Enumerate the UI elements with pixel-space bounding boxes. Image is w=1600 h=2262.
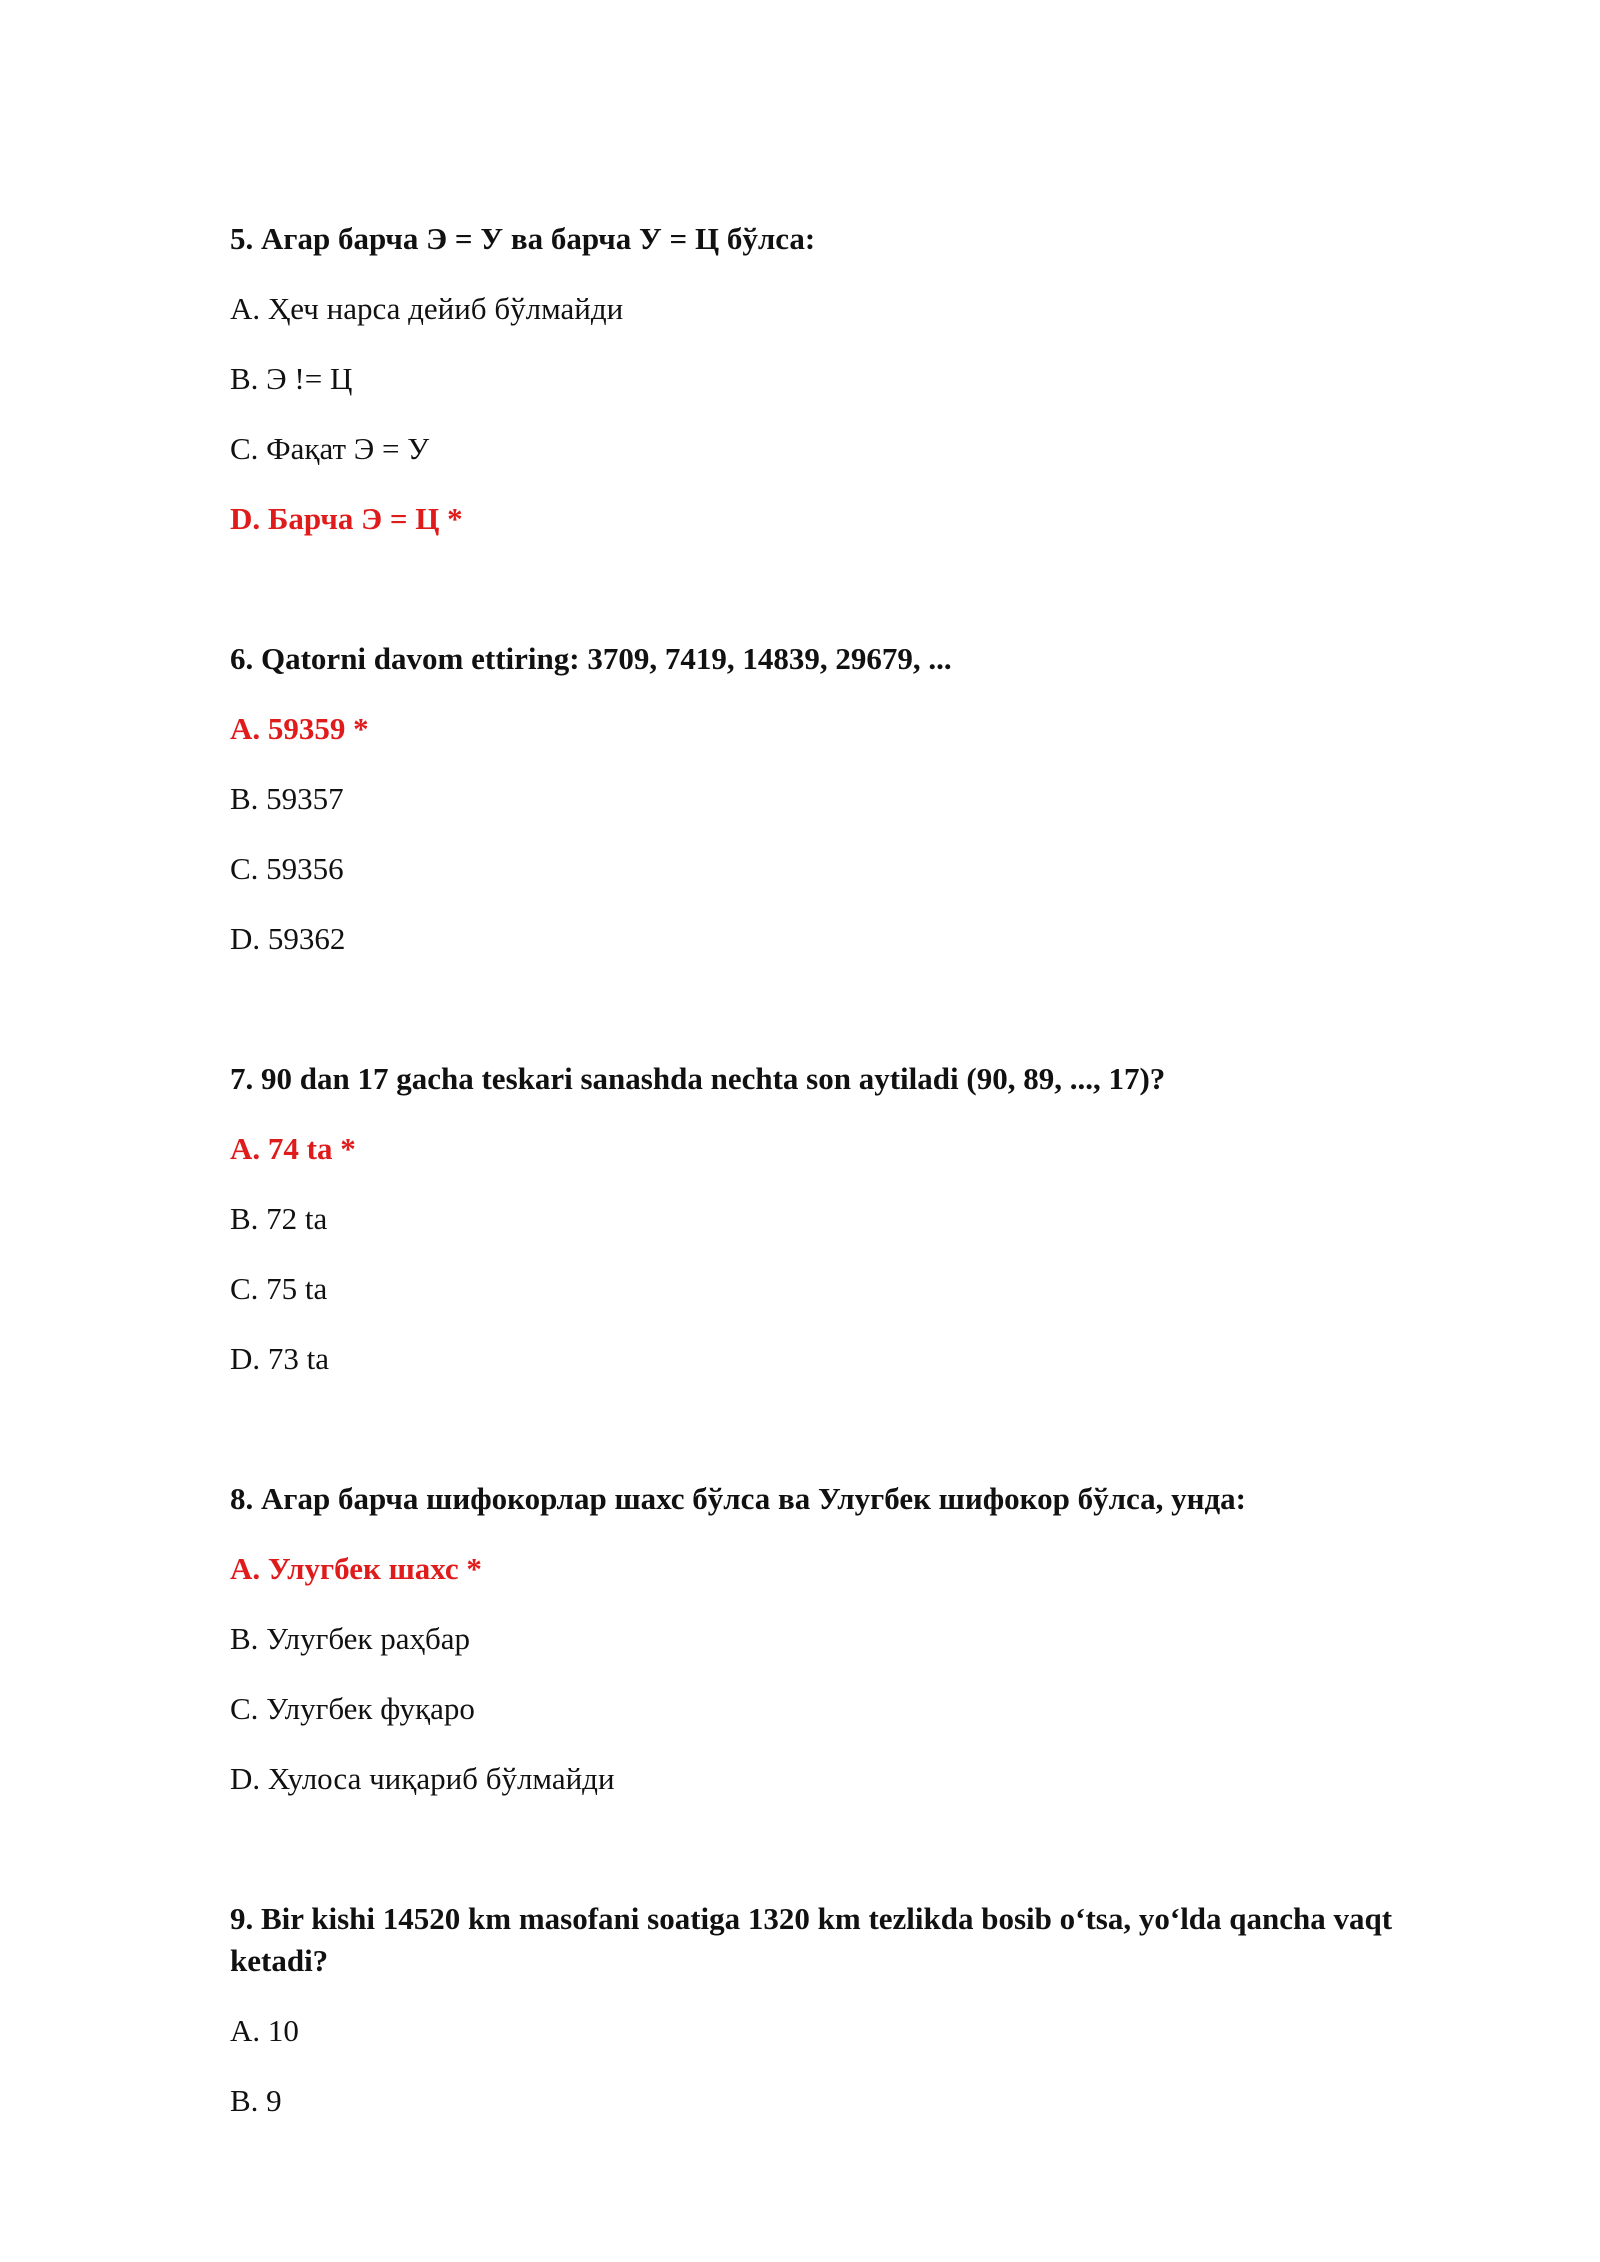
option-b: B. 9 bbox=[230, 2083, 282, 2118]
question-8 bbox=[230, 1478, 1450, 1800]
option-b: B. Улугбек раҳбар bbox=[230, 1621, 471, 1656]
option-a-correct: A. Улугбек шахс * bbox=[230, 1551, 482, 1586]
option-d: D. 73 ta bbox=[230, 1341, 330, 1376]
question-9 bbox=[230, 1898, 1450, 2122]
question-title: 6. Qatorni davom ettiring: 3709, 7419, 14839, 29679, ... bbox=[230, 641, 952, 676]
question-title: 5. Агар барча Э = У ва барча У = Ц бўлса: bbox=[230, 221, 816, 256]
question-title: 9. Bir kishi 14520 km masofani soatiga 1320 km tezlikda bosib o‘tsa, yo‘lda qancha vaqt ketadi? bbox=[230, 1901, 1393, 1978]
option-a-correct: A. 59359 * bbox=[230, 711, 369, 746]
question-separator bbox=[230, 1408, 1450, 1478]
question-title: 7. 90 dan 17 gacha teskari sanashda nechta son aytiladi (90, 89, ..., 17)? bbox=[230, 1061, 1166, 1096]
option-a: A. 10 bbox=[230, 2013, 299, 2048]
question-title: 8. Агар барча шифокорлар шахс бўлса ва Улугбек шифокор бўлса, унда: bbox=[230, 1481, 1247, 1516]
option-b: B. 72 ta bbox=[230, 1201, 328, 1236]
option-b: B. 59357 bbox=[230, 781, 344, 816]
option-d-correct: D. Барча Э = Ц * bbox=[230, 501, 463, 536]
option-c: C. Фақат Э = У bbox=[230, 431, 430, 466]
option-c: C. 59356 bbox=[230, 851, 344, 886]
option-a-correct: A. 74 ta * bbox=[230, 1131, 356, 1166]
option-c: C. Улугбек фуқаро bbox=[230, 1691, 475, 1726]
question-separator bbox=[230, 568, 1450, 638]
question-6 bbox=[230, 638, 1450, 960]
option-d: D. 59362 bbox=[230, 921, 346, 956]
question-separator bbox=[230, 1828, 1450, 1898]
question-7 bbox=[230, 1058, 1450, 1380]
option-a: A. Ҳеч нарса дейиб бўлмайди bbox=[230, 291, 624, 326]
option-d: D. Хулоса чиқариб бўлмайди bbox=[230, 1761, 615, 1796]
question-separator bbox=[230, 988, 1450, 1058]
option-b: B. Э != Ц bbox=[230, 361, 353, 396]
question-5 bbox=[230, 218, 1450, 540]
option-c: C. 75 ta bbox=[230, 1271, 328, 1306]
